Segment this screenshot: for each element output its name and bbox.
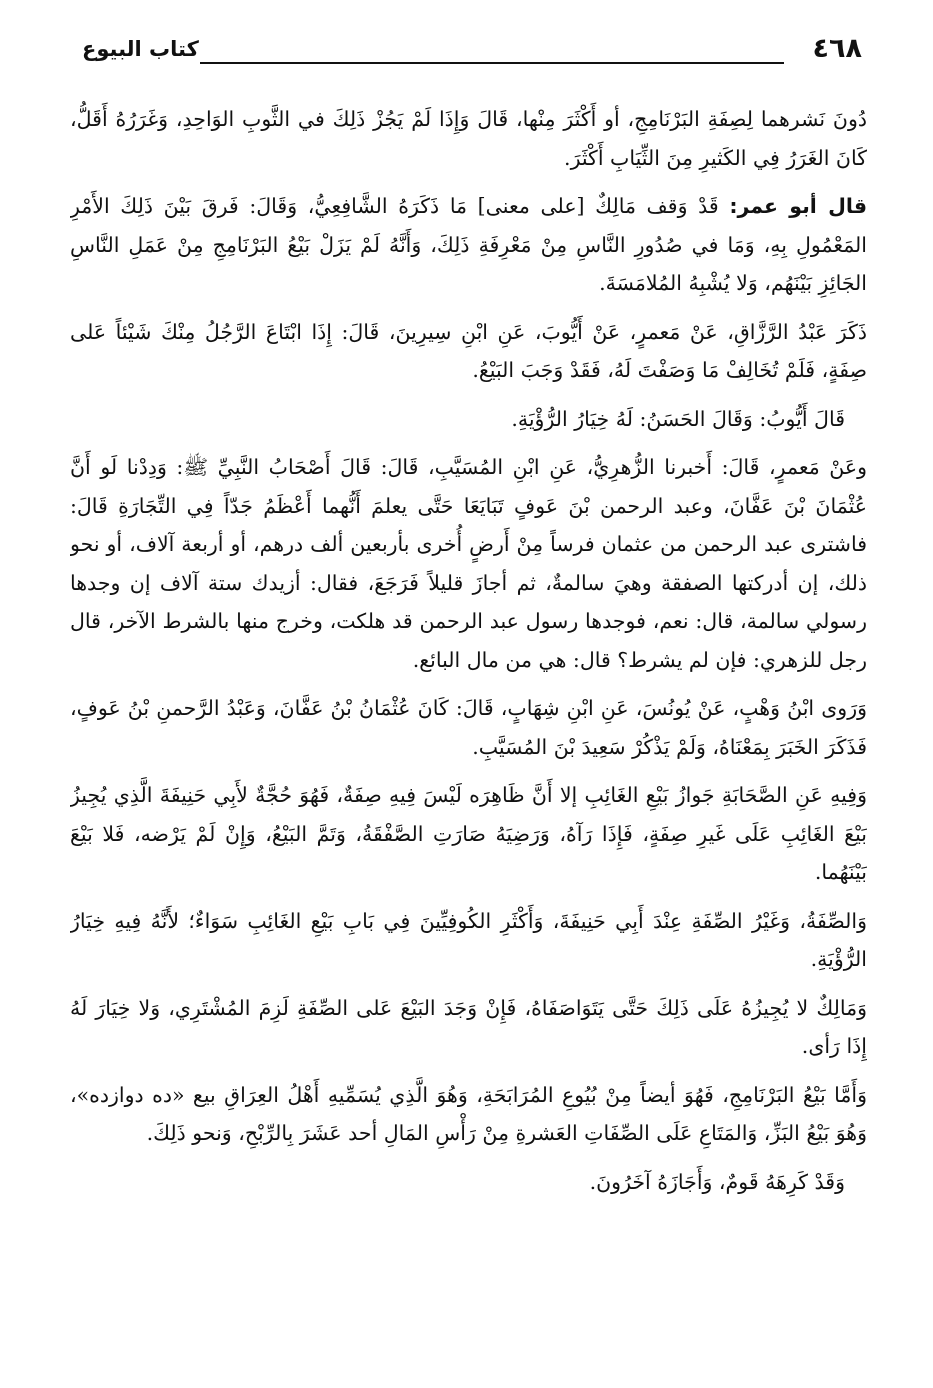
paragraph bbox=[70, 448, 867, 679]
paragraph-text: وَقَدْ كَرِهَهُ قَومٌ، وَأَجَازَهُ آخَرُونَ. bbox=[589, 1169, 845, 1194]
paragraph bbox=[70, 400, 867, 439]
paragraph-text: وعَنْ مَعمرٍ، قَالَ: أَخبرنا الزُّهرِيُّ، عَنِ ابْنِ المُسَيَّبِ، قَالَ: قَالَ أَصْحَابُ النَّبِيِّ ﷺ: وَدِدْنا لَو أَنَّ عُثْمَانَ بْنَ عَفَّانَ، وعبد الرحمن بْنَ عَوفٍ تَبَايَعَا حَتَّى يعلمَ أَنُّهما أَعْظَمُ جَدّاً فِي التِّجَارَةِ قَالَ: فاشترى عبد الرحمن من عثمان فرساً مِنْ أَرضٍ أُخرى بأربعين ألف درهم، أو أربعة آلاف، أو نحو ذلك، إن أدركتها الصفقة وهيَ سالمةٌ، ثم أجازَ قليلاً فَرَجَعَ، فقال: أزيدك ستة آلاف إن وجدها رسولي سالمة، قال: نعم، فوجدها رسول عبد الرحمن قد هلكت، وخرج منها بالشرط الآخر، قال رجل للزهري: فإن لم يشرط؟ قال: هي من مال البائع. bbox=[70, 455, 867, 672]
paragraph bbox=[70, 776, 867, 892]
page-body bbox=[70, 100, 867, 1370]
paragraph-text: وَرَوى ابْنُ وَهْبٍ، عَنْ يُونُسَ، عَنِ ابْنِ شِهَابٍ، قَالَ: كَانَ عُثْمَانُ بْنُ عَفَّانَ، وَعَبْدُ الرَّحمنِ بْنُ عَوفٍ، فَذَكَرَ الخَبَرَ بِمَعْنَاهُ، وَلَمْ يَذْكُرْ سَعِيدَ بْنَ المُسَيَّبِ. bbox=[70, 696, 867, 759]
paragraph bbox=[70, 1076, 867, 1153]
header-rule bbox=[200, 62, 784, 64]
paragraph bbox=[70, 902, 867, 979]
paragraph-text: قَالَ أَيُّوبُ: وَقَالَ الحَسَنُ: لَهُ خِيَارُ الرُّؤْيَةِ. bbox=[511, 406, 845, 431]
paragraph bbox=[70, 100, 867, 177]
paragraph bbox=[70, 313, 867, 390]
paragraph-text: دُونَ نَشرهما لِصِفَةِ البَرْنَامِجِ، أو أَكْثَرَ مِنْها، قَالَ وَإِذَا لَمْ يَجُزْ ذَلِكَ في الثَّوبِ الوَاحِدِ، وَغَرَرُهُ أَقَلُّ، كَانَ الغَرَرُ فِي الكَثيرِ مِنَ الثِّيَابِ أَكْثَرَ. bbox=[70, 107, 867, 170]
page-number: ٤٦٨ bbox=[812, 33, 862, 64]
paragraph-text: قَدْ وَقف مَالِكٌ [على معنى] مَا ذَكَرَهُ الشَّافِعِيُّ، وَقَالَ: فَرقَ بَيْنَ ذَلِكَ الأَمْرِ المَعْمُولِ بِهِ، وَمَا في صُدُورِ النَّاسِ مِنْ مَعْرِفَةِ ذَلِكَ، وَأَنَّهُ لَمْ يَزَلْ بَيْعُ البَرْنَامِجِ مِنْ عَمَلِ النَّاسِ الجَائِزِ بَيْنَهُم، وَلا يُشْبِهُ المُلامَسَةَ. bbox=[70, 194, 867, 295]
paragraph-text: ذَكَرَ عَبْدُ الرَّزَّاقِ، عَنْ مَعمرٍ، عَنْ أَيُّوبَ، عَنِ ابْنِ سِيرِينَ، قَالَ: إِذَا ابْتَاعَ الرَّجُلُ مِنْكَ شَيْئاً عَلى صِفَةٍ، فَلَمْ تُخَالِفْ مَا وَصَفْتَ لَهُ، فَقَدْ وَجَبَ البَيْعُ. bbox=[70, 319, 867, 382]
page-header bbox=[82, 30, 862, 70]
paragraph bbox=[70, 689, 867, 766]
running-title: كتاب البيوع bbox=[82, 37, 199, 61]
paragraph-lead: قال أبو عمر: bbox=[729, 194, 867, 218]
paragraph bbox=[70, 187, 867, 303]
paragraph bbox=[70, 1163, 867, 1202]
paragraph-text: وَأَمَّا بَيْعُ البَرْنَامِجِ، فَهُوَ أيضاً مِنْ بُيُوعِ المُرَابَحَةِ، وَهُوَ الَّذِي يُسَمِّيهِ أَهْلُ العِرَاقِ بيع «ده دوازده»، وَهُوَ بَيْعُ البَزِّ، وَالمَتَاعِ عَلَى الصِّفَاتِ العَشرةِ مِنْ رَأْسِ المَالِ أحد عَشَرَ بِالرِّبْحِ، وَنحو ذَلِكَ. bbox=[70, 1082, 867, 1145]
paragraph bbox=[70, 989, 867, 1066]
paragraph-text: وَالصِّفَةُ، وَغَيْرُ الصِّفَةِ عِنْدَ أَبِي حَنِيفَةَ، وَأَكْثَرِ الكُوفِيِّينَ فِي بَابِ بَيْعِ الغَائِبِ سَوَاءٌ؛ لأَنَّهُ فِيهِ خِيَارُ الرُّؤْيَةِ. bbox=[70, 908, 867, 971]
paragraph-text: وَمَالِكٌ لا يُجِيزُهُ عَلَى ذَلِكَ حَتَّى يَتَوَاصَفَاهُ، فَإِنْ وَجَدَ البَيْعَ عَلى الصِّفَةِ لَزِمَ المُشْتَرِي، وَلا خِيَارَ لَهُ إِذَا رَأى. bbox=[70, 995, 867, 1058]
paragraph-text: وَفِيهِ عَنِ الصَّحَابَةِ جَوازُ بَيْعِ الغَائِبِ إلا أَنَّ ظَاهِرَه لَيْسَ فِيهِ صِفَةٌ، فَهُوَ حُجَّةٌ لأَبِي حَنِيفَةَ الَّذِي يُجِيزُ بَيْعَ الغَائِبِ عَلَى غَيرِ صِفَةٍ، فَإِذَا رَآهُ، وَرَضِيَهُ صَارَتِ الصَّفْقَةُ، وَتَمَّ البَيْعُ، وَإِنْ لَمْ يَرْضه، فَلا بَيْعَ بَيْنَهُما. bbox=[70, 783, 867, 884]
